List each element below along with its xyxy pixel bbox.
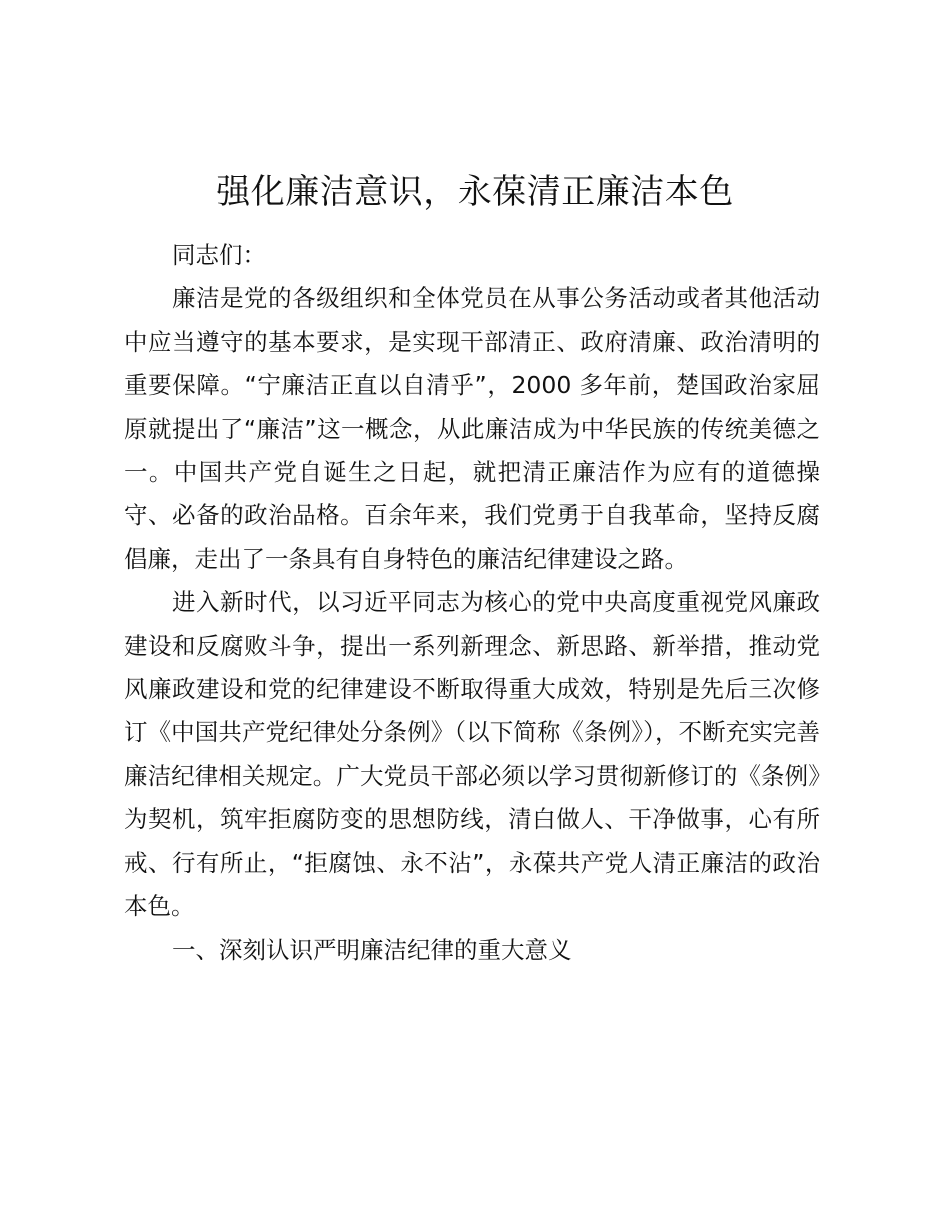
document-body xyxy=(124,234,820,972)
salutation: 同志们： xyxy=(172,241,266,269)
paragraph-2: 进入新时代，以习近平同志为核心的党中央高度重视党风廉政建设和反腐败斗争，提出一系列新理念、新思路、新举措，推动党风廉政建设和党的纪律建设不断取得重大成效，特别是先后三次修订《中国共产党纪律处分条例》（以下简称《条例》），不断充实完善廉洁纪律相关规定。广大党员干部必须以学习贯彻新修订的《条例》为契机，筑牢拒腐防变的思想防线，清白做人、干净做事，心有所戒、行有所止，“拒腐蚀、永不沾”，永葆共产党人清正廉洁的政治本色。 xyxy=(124,588,820,921)
document-title: 强化廉洁意识，永葆清正廉洁本色 xyxy=(216,172,734,212)
paragraph-1: 廉洁是党的各级组织和全体党员在从事公务活动或者其他活动中应当遵守的基本要求，是实现干部清正、政府清廉、政治清明的重要保障。“宁廉洁正直以自清乎”，2000 多年前，楚国政治家屈原就提出了“廉洁”这一概念，从此廉洁成为中华民族的传统美德之一。中国共产党自诞生之日起，就把清正廉洁作为应有的道德操守、必备的政治品格。百余年来，我们党勇于自我革命，坚持反腐倡廉，走出了一条具有自身特色的廉洁纪律建设之路。 xyxy=(124,284,820,573)
section-heading: 一、深刻认识严明廉洁纪律的重大意义 xyxy=(172,935,572,964)
